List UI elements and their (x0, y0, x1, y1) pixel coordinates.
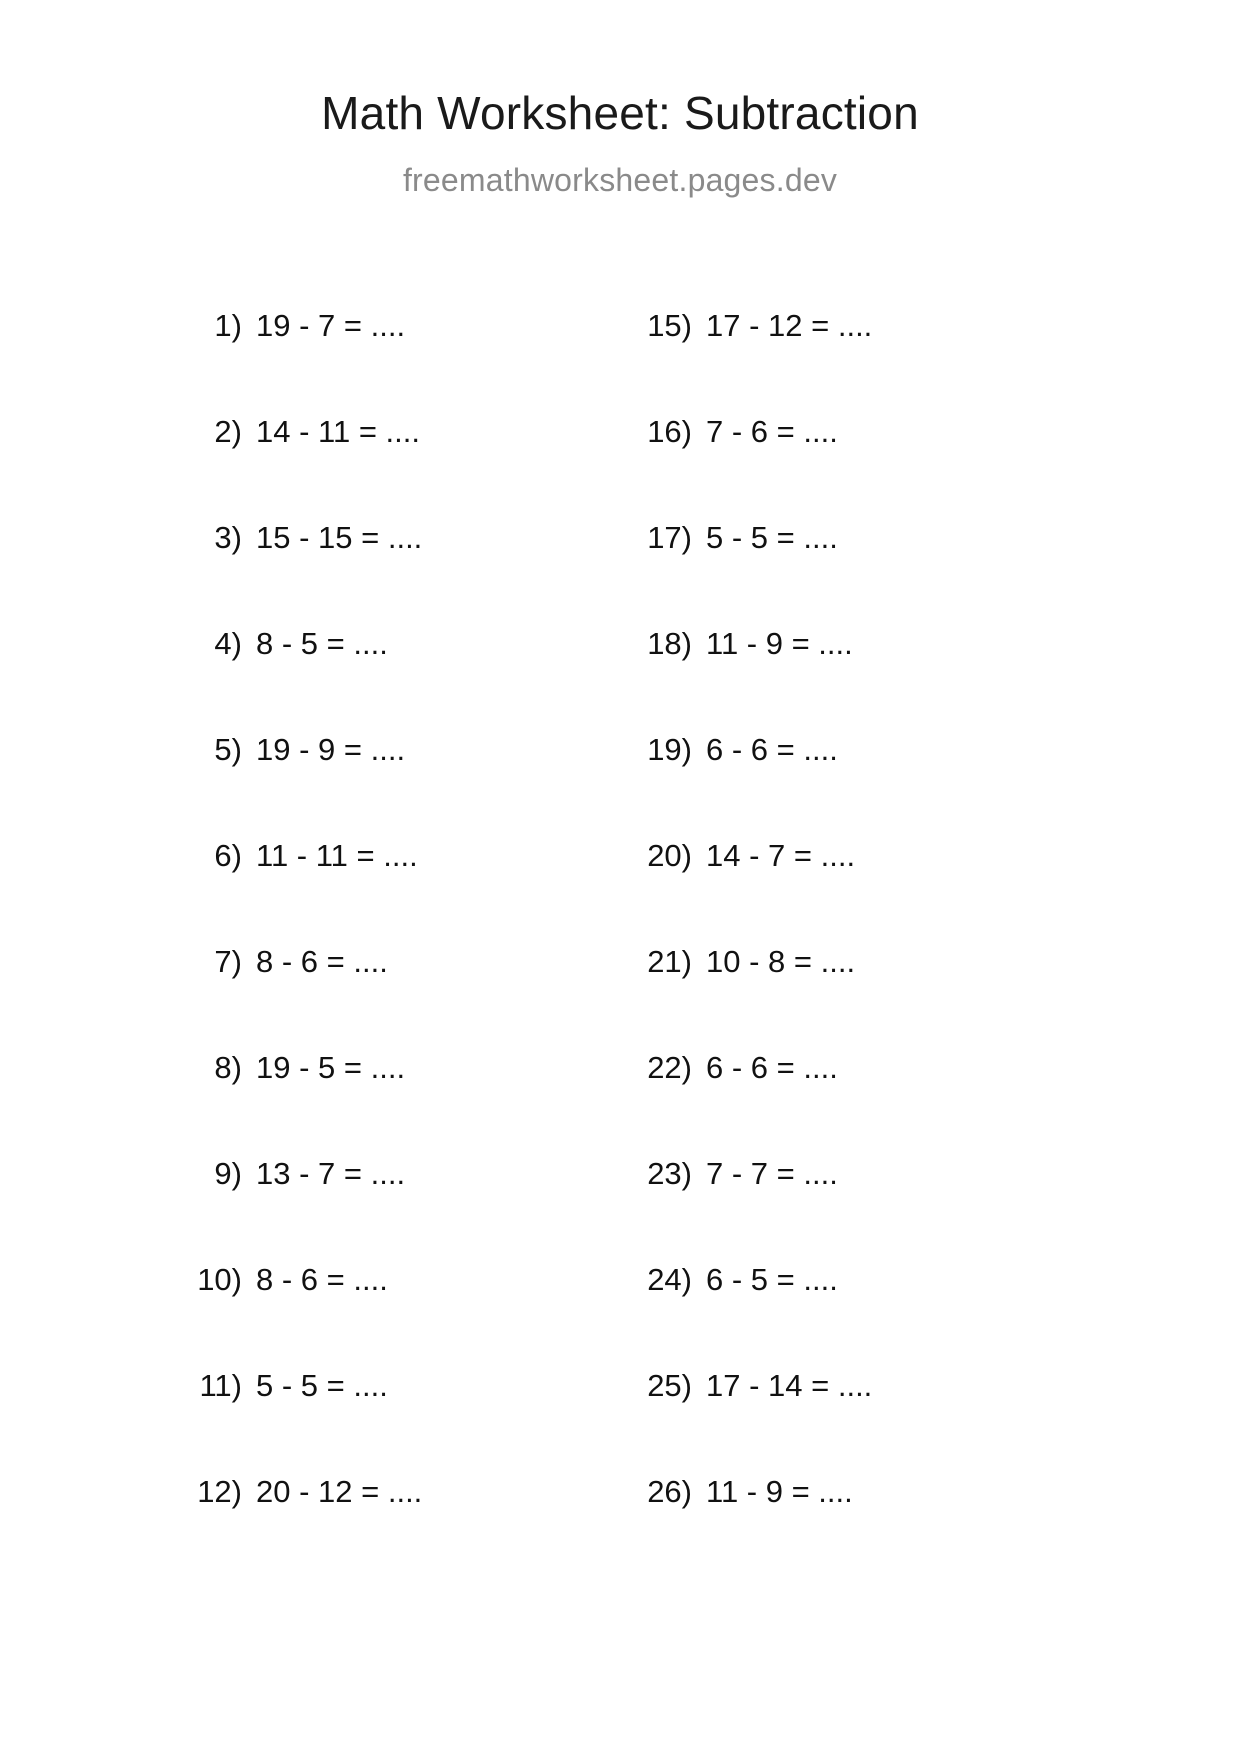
problem-expression: 5 - 5 = .... (706, 520, 838, 555)
problem-expression: 11 - 9 = .... (706, 1474, 853, 1509)
problem-number: 4) (214, 626, 242, 661)
problem-item (630, 1121, 1080, 1227)
problem-expression: 13 - 7 = .... (256, 1156, 406, 1191)
problem-number: 8) (214, 1050, 242, 1085)
problem-item (630, 1333, 1080, 1439)
problem-expression: 15 - 15 = .... (256, 520, 423, 555)
problem-item (630, 1015, 1080, 1121)
problem-expression: 17 - 12 = .... (706, 308, 873, 343)
problem-expression: 6 - 5 = .... (706, 1262, 838, 1297)
problem-number: 5) (214, 732, 242, 767)
problem-item (180, 1333, 630, 1439)
problem-item (180, 803, 630, 909)
problem-expression: 11 - 11 = .... (256, 838, 418, 873)
problem-item (180, 591, 630, 697)
page-subtitle: freemathworksheet.pages.dev (402, 162, 838, 198)
problem-item (630, 1439, 1080, 1545)
problem-item (630, 909, 1080, 1015)
problem-expression: 8 - 6 = .... (256, 1262, 388, 1297)
problem-expression: 10 - 8 = .... (706, 944, 856, 979)
problem-expression: 5 - 5 = .... (256, 1368, 388, 1403)
problem-expression: 7 - 7 = .... (706, 1156, 838, 1191)
problem-expression: 14 - 11 = .... (256, 414, 420, 449)
problem-item (180, 379, 630, 485)
problem-number: 3) (214, 520, 242, 555)
problem-item (630, 485, 1080, 591)
problem-item (630, 273, 1080, 379)
problem-expression: 6 - 6 = .... (706, 732, 838, 767)
problem-expression: 6 - 6 = .... (706, 1050, 838, 1085)
problem-expression: 11 - 9 = .... (706, 626, 853, 661)
problem-number: 16) (647, 414, 692, 449)
problem-number: 12) (197, 1474, 242, 1509)
problem-number: 25) (647, 1368, 692, 1403)
problem-expression: 8 - 6 = .... (256, 944, 388, 979)
problem-item (180, 1439, 630, 1545)
problem-expression: 17 - 14 = .... (706, 1368, 873, 1403)
problem-number: 21) (647, 944, 692, 979)
problem-item (180, 909, 630, 1015)
problem-item (630, 803, 1080, 909)
problem-number: 23) (647, 1156, 692, 1191)
problem-item (180, 1121, 630, 1227)
problem-number: 17) (647, 520, 692, 555)
problem-number: 10) (197, 1262, 242, 1297)
problem-item (180, 697, 630, 803)
problem-expression: 19 - 5 = .... (256, 1050, 406, 1085)
problem-number: 7) (214, 944, 242, 979)
problem-item (180, 273, 630, 379)
problem-item (630, 591, 1080, 697)
problem-expression: 7 - 6 = .... (706, 414, 838, 449)
problem-item (180, 1227, 630, 1333)
problem-expression: 19 - 7 = .... (256, 308, 406, 343)
problem-number: 6) (214, 838, 242, 873)
problem-expression: 8 - 5 = .... (256, 626, 388, 661)
problem-number: 24) (647, 1262, 692, 1297)
problem-grid (0, 273, 1240, 1545)
problem-number: 1) (214, 308, 242, 343)
problem-number: 11) (199, 1368, 242, 1403)
problem-number: 22) (647, 1050, 692, 1085)
problem-number: 18) (647, 626, 692, 661)
problem-item (180, 485, 630, 591)
problem-item (630, 697, 1080, 803)
problem-number: 20) (647, 838, 692, 873)
problem-number: 26) (647, 1474, 692, 1509)
problem-number: 2) (214, 414, 242, 449)
problem-item (630, 1227, 1080, 1333)
problem-number: 15) (647, 308, 692, 343)
problem-item (180, 1015, 630, 1121)
problem-expression: 14 - 7 = .... (706, 838, 856, 873)
problem-number: 19) (647, 732, 692, 767)
problem-expression: 19 - 9 = .... (256, 732, 406, 767)
problem-item (630, 379, 1080, 485)
page-title: Math Worksheet: Subtraction (321, 87, 919, 139)
problem-number: 9) (214, 1156, 242, 1191)
problem-expression: 20 - 12 = .... (256, 1474, 423, 1509)
